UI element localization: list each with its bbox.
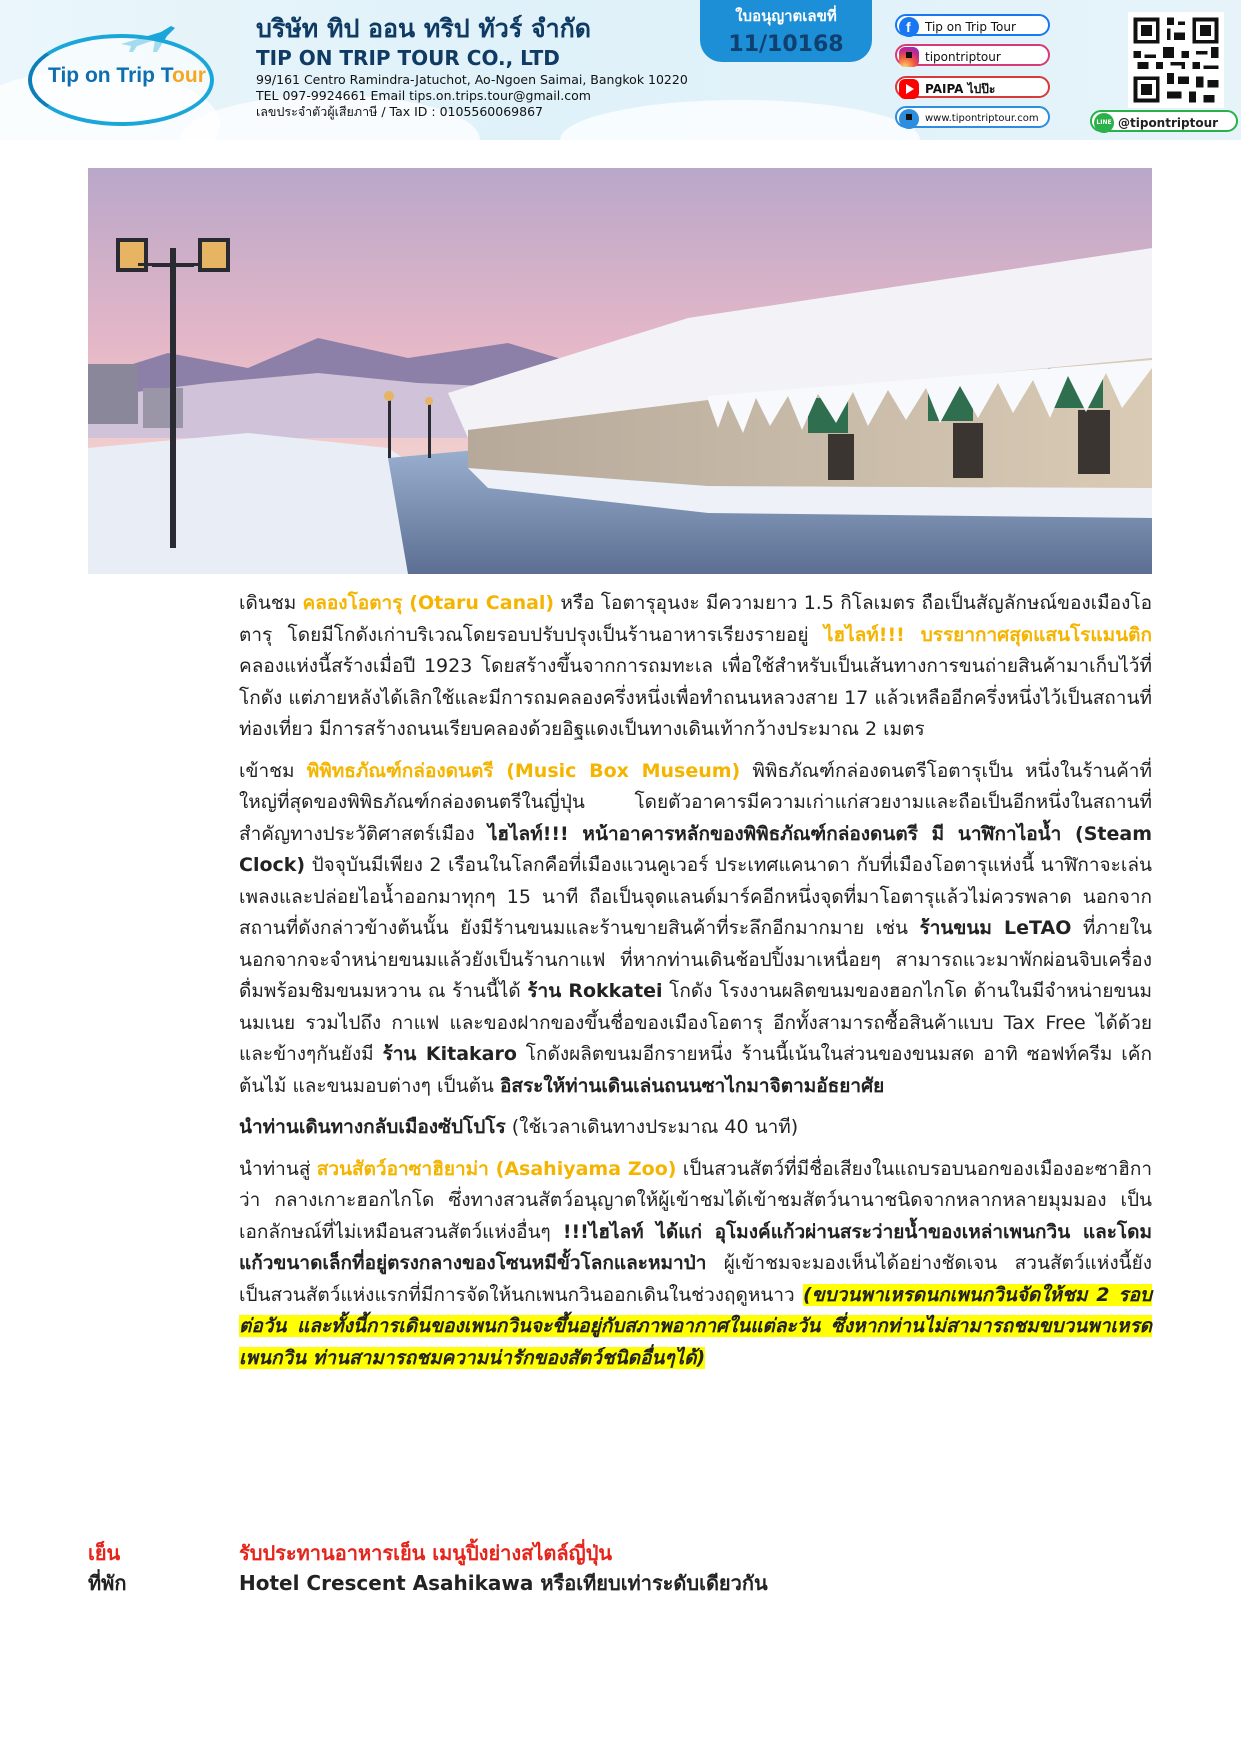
- line-label: @tipontriptour: [1118, 116, 1219, 130]
- text-span: นำท่านสู่: [239, 1157, 317, 1180]
- hotel-value: [239, 1568, 768, 1598]
- company-contact: TEL 097-9924661 Email tips.on.trips.tour@gmail.com: [256, 88, 591, 103]
- youtube-label: PAIPA ไปป๊ะ: [925, 82, 996, 96]
- instagram-icon: [899, 47, 919, 67]
- highlight-asahiyama-zoo: สวนสัตว์อาซาฮิยาม่า (Asahiyama Zoo): [316, 1157, 677, 1180]
- shop-kitakaro: ร้าน Kitakaro: [382, 1043, 517, 1065]
- logo-wordmark: Tip on Trip Tour: [48, 64, 206, 87]
- highlight-steam-clock: ไฮไลท์!!! หน้าอาคารหลักของพิพิธภัณฑ์กล่องดนตรี มี นาฬิกาไอน้ำ (Steam Clock): [239, 822, 1152, 876]
- line-link[interactable]: [1090, 110, 1238, 132]
- instagram-label: tipontriptour: [925, 50, 1001, 64]
- page-header: [0, 0, 1241, 140]
- shop-letao: ร้านขนม LeTAO: [919, 917, 1072, 939]
- highlight-otaru-canal: คลองโอตารุ (Otaru Canal): [302, 592, 555, 614]
- facebook-link[interactable]: [895, 14, 1050, 36]
- company-info: [256, 14, 688, 120]
- hotel-label: ที่พัก: [88, 1571, 127, 1595]
- company-tax-id: เลขประจำตัวผู้เสียภาษี / Tax ID : 0105560069867: [256, 104, 543, 119]
- qr-code-icon: [1128, 12, 1224, 108]
- hotel-name: Hotel Crescent Asahikawa: [239, 1571, 534, 1595]
- travel-time: (ใช้เวลาเดินทางประมาณ 40 นาที): [505, 1116, 799, 1138]
- dinner-label: เย็น: [88, 1541, 121, 1565]
- text-span: ที่ภายในนอกจากจะจำหน่ายขนมแล้วยังเป็นร้านกาแฟ ที่หากท่านเดินช้อปปิ้งมาเหนื่อยๆ สามารถแวะมาพักผ่อนจิบเครื่องดื่มพร้อมชิมขนมหวาน ณ ร้านนี้ได้: [239, 917, 1152, 1002]
- text-span: เข้าชม: [239, 759, 307, 782]
- text-span: เป็นสวนสัตว์ที่มีชื่อเสียงในแถบรอบนอกของเมืองอะซาฮิกาว่า กลางเกาะฮอกไกโด ซึ่งทางสวนสัตว์อนุญาตให้ผู้เข้าชมได้เข้าชมสัตว์นานาชนิดจากหลากหลายมุมมอง เป็นเอกลักษณ์ที่ไม่เหมือนสวนสัตว์แห่งอื่นๆ: [239, 1157, 1152, 1243]
- shop-rokkatei: ร้าน Rokkatei: [527, 980, 663, 1002]
- license-label: ใบอนุญาตเลขที่: [735, 7, 837, 25]
- facebook-label: Tip on Trip Tour: [925, 20, 1016, 34]
- dinner-value: รับประทานอาหารเย็น เมนูปิ้งย่างสไตล์ญี่ปุ่น: [239, 1541, 613, 1565]
- highlight-glass-tunnel: !!!ไฮไลท์ ได้แก่ อุโมงค์แก้วผ่านสระว่ายน้ำของเหล่าเพนกวิน และโดมแก้วขนาดเล็กที่อยู่ตรงกลางของโซนหมีขั้วโลกและหมาป่า: [239, 1220, 1152, 1274]
- text-span: เดินชม: [239, 592, 303, 614]
- website-label: www.tipontriptour.com: [925, 113, 1039, 124]
- globe-icon: [899, 109, 919, 129]
- text-span: ปัจจุบันมีเพียง 2 เรือนในโลกคือที่เมืองแวนคูเวอร์ ประเทศแคนาดา กับที่เมืองโอตารุแห่งนี้ นาฬิกาจะเล่นเพลงและปล่อยไอน้ำออกมาทุกๆ 15 นาที ถือเป็นจุดแลนด์มาร์คอีกหนึ่งจุดที่มาโอตารุแล้วไม่ควรพลาด นอกจากสถานที่ดังกล่าวข้างต้นนั้น ยังมีร้านขนมและร้านขายสินค้าที่ระลึกอีกมากมาย เช่น: [239, 854, 1152, 939]
- return-sapporo-paragraph: [239, 1112, 1152, 1144]
- instagram-link[interactable]: [895, 44, 1050, 66]
- text-span: พิพิธภัณฑ์กล่องดนตรีโอตารุเป็น หนึ่งในร้านค้าที่ใหญ่ที่สุดของพิพิธภัณฑ์กล่องดนตรีในญี่ปุ่น โดยตัวอาคารมีความเก่าแก่สวยงามและถือเป็นอีกหนึ่งในสถานที่สำคัญทางประวัติศาสตร์เมือง: [239, 759, 1152, 845]
- return-sapporo-bold: นำท่านเดินทางกลับเมืองซัปโปโร: [239, 1116, 506, 1138]
- highlight-romantic: ไฮไลท์!!! บรรยากาศสุดแสนโรแมนติก: [823, 623, 1152, 646]
- company-address: 99/161 Centro Ramindra-Jatuchot, Ao-Ngoen Saimai, Bangkok 10220: [256, 72, 688, 87]
- text-span: หรือ โอตารุอุนงะ มีความยาว 1.5 กิโลเมตร ถือเป็นสัญลักษณ์ของเมืองโอตารุ โดยมีโกดังเก่าบริเวณโดยรอบปรับปรุงเป็นร้านอาหารเรียงรายอยู่: [239, 592, 1152, 646]
- itinerary-body: [239, 588, 1152, 1384]
- asahiyama-zoo-paragraph: [239, 1154, 1152, 1375]
- hotel-equivalent: หรือเทียบเท่าระดับเดียวกัน: [533, 1571, 768, 1595]
- text-span: โกดังผลิตขนมอีกรายหนึ่ง ร้านนี้เน้นในส่วนของขนมสด อาทิ ซอฟท์ครีม เค้กต้นไม้ และขนมอบต่างๆ เป็นต้น: [239, 1043, 1153, 1097]
- otaru-canal-photo: [88, 168, 1152, 574]
- website-link[interactable]: [895, 106, 1050, 128]
- company-name-english: TIP ON TRIP TOUR CO., LTD: [256, 46, 560, 70]
- free-time-sakaimachi: อิสระให้ท่านเดินเล่นถนนซาไกมาจิตามอัธยาศัย: [499, 1074, 885, 1097]
- text-span: โกดัง โรงงานผลิตขนมของฮอกไกโด ด้านในมีจำหน่ายขนมนมเนย รวมไปถึง กาแฟ และของฝากของขึ้นชื่อของเมืองโอตารุ อีกทั้งสามารถซื้อสินค้าแบบ Tax Free ได้ด้วย และข้างๆกันยังมี: [239, 980, 1152, 1065]
- otaru-canal-paragraph: [239, 588, 1152, 746]
- music-box-museum-paragraph: [239, 756, 1152, 1103]
- penguin-parade-note: (ขบวนพาเหรดนกเพนกวินจัดให้ชม 2 รอบต่อวัน และทั้งนี้การเดินของเพนกวินจะขึ้นอยู่กับสภาพอากาศในแต่ละวัน ซึ่งหากท่านไม่สามารถชมขบวนพาเหรดเพนกวิน ท่านสามารถชมความน่ารักของสัตว์ชนิดอื่นๆได้): [239, 1283, 1152, 1369]
- company-name-thai: บริษัท ทิป ออน ทริป ทัวร์ จำกัด: [256, 14, 592, 43]
- company-logo: [22, 14, 212, 124]
- youtube-icon: [899, 79, 919, 99]
- license-number: 11/10168: [728, 32, 844, 57]
- youtube-link[interactable]: [895, 76, 1050, 98]
- highlight-music-box-museum: พิพิทธภัณฑ์กล่องดนตรี (Music Box Museum): [306, 759, 741, 782]
- text-span: ผู้เข้าชมจะมองเห็นได้อย่างชัดเจน สวนสัตว์แห่งนี้ยังเป็นสวนสัตว์แห่งแรกที่มีการจัดให้นกเพนกวินออกเดินในช่วงฤดูหนาว: [239, 1252, 1152, 1306]
- text-span: คลองแห่งนี้สร้างเมื่อปี 1923 โดยสร้างขึ้นจากการถมทะเล เพื่อใช้สำหรับเป็นเส้นทางการขนถ่ายสินค้ามาเก็บไว้ที่โกดัง แต่ภายหลังได้เลิกใช้และมีการถมคลองครึ่งหนึ่งเพื่อทำถนนหลวงสาย 17 แล้วเหลืออีกครึ่งหนึ่งไว้เป็นสถานที่ท่องเที่ยว มีการสร้างถนนเรียบคลองด้วยอิฐแดงเป็นทางเดินเท้ากว้างประมาณ 2 เมตร: [239, 655, 1152, 740]
- line-icon: LINE: [1094, 113, 1114, 133]
- facebook-icon: [899, 17, 919, 37]
